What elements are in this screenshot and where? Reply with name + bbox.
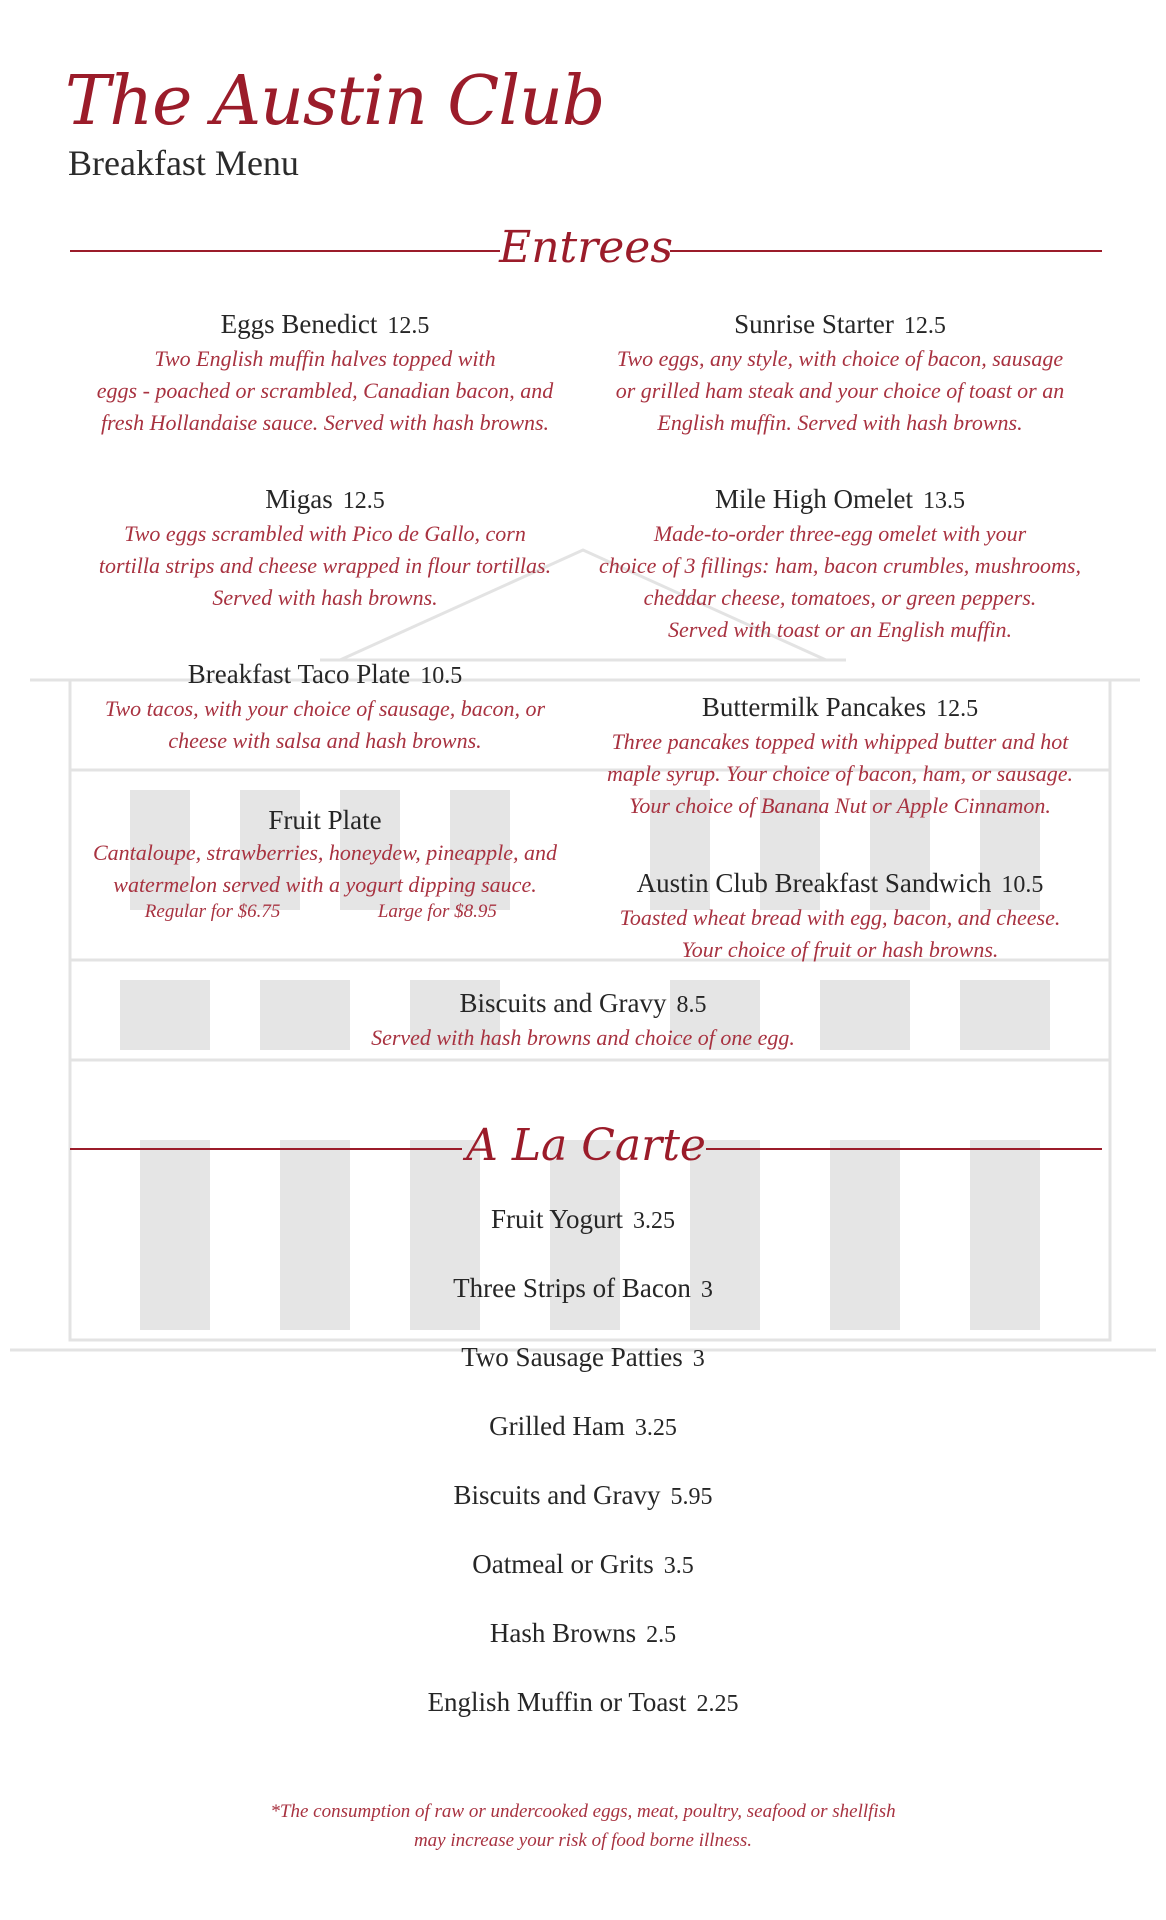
item-description: Two eggs, any style, with choice of bacon, sausage or grilled ham steak and your choice of toast or an English muffin. Served with hash browns. [615, 346, 1065, 435]
item-price: 10.5 [1001, 872, 1044, 898]
alacarte-item [0, 1273, 1166, 1304]
item-name: Buttermilk Pancakes [701, 692, 927, 722]
alacarte-item [0, 1618, 1166, 1649]
entrees-section-header [70, 220, 1102, 280]
item-price: 12.5 [387, 313, 430, 339]
item-name: Biscuits and Gravy [453, 1480, 661, 1510]
alacarte-item [0, 1480, 1166, 1511]
menu-item-sunrise-starter [590, 307, 1090, 439]
item-price: 2.5 [646, 1622, 677, 1648]
item-price: 3.25 [633, 1208, 676, 1234]
item-description: Toasted wheat bread with egg, bacon, and cheese. Your choice of fruit or hash browns. [619, 905, 1061, 962]
item-name: Mile High Omelet [715, 484, 913, 514]
menu-item-eggs-benedict [70, 307, 580, 439]
item-description: Three pancakes topped with whipped butter and hot maple syrup. Your choice of bacon, ham, or sausage. Your choice of Banana Nut or Apple Cinnamon. [606, 729, 1074, 818]
menu-item-biscuits-and-gravy [283, 986, 883, 1054]
alacarte-item [0, 1549, 1166, 1580]
item-price: 12.5 [903, 313, 946, 339]
alacarte-item [0, 1204, 1166, 1235]
item-description: Two eggs scrambled with Pico de Gallo, corn tortilla strips and cheese wrapped in flour tortillas. Served with hash browns. [98, 521, 552, 610]
item-name: Austin Club Breakfast Sandwich [636, 868, 992, 898]
item-price: 3.5 [663, 1553, 694, 1579]
item-price: 12.5 [936, 696, 979, 722]
item-price: 5.95 [670, 1484, 713, 1510]
item-name: Three Strips of Bacon [453, 1273, 691, 1303]
item-price: 13.5 [922, 488, 965, 514]
item-name: Oatmeal or Grits [472, 1549, 654, 1579]
item-name: Biscuits and Gravy [459, 988, 667, 1018]
item-name: Fruit Plate [268, 805, 382, 835]
item-description: Two tacos, with your choice of sausage, bacon, or cheese with salsa and hash browns. [104, 696, 546, 753]
fruit-plate-sizes [70, 901, 580, 923]
alacarte-item [0, 1411, 1166, 1442]
item-price: 3 [700, 1277, 713, 1303]
item-description: Cantaloupe, strawberries, honeydew, pineapple, and watermelon served with a yogurt dipping sauce. [93, 840, 557, 897]
item-name: Hash Browns [489, 1618, 637, 1648]
item-description: Made-to-order three-egg omelet with your choice of 3 fillings: ham, bacon crumbles, mushrooms, cheddar cheese, tomatoes, or green peppers. Served with toast or an English muffin. [599, 521, 1081, 642]
menu-subtitle: Breakfast Menu [68, 143, 299, 183]
size-large: Large for $8.95 [377, 901, 497, 922]
item-name: Fruit Yogurt [490, 1204, 624, 1234]
item-price: 3.25 [634, 1415, 677, 1441]
entrees-heading: Entrees [499, 222, 673, 273]
alacarte-item [0, 1342, 1166, 1373]
item-price: 12.5 [342, 488, 385, 514]
alacarte-heading: A La Carte [466, 1120, 706, 1171]
item-name: Two Sausage Patties [461, 1342, 683, 1372]
item-name: Breakfast Taco Plate [187, 659, 411, 689]
item-description: Two English muffin halves topped with eggs - poached or scrambled, Canadian bacon, and fresh Hollandaise sauce. Served with hash browns. [96, 346, 554, 435]
item-price: 8.5 [676, 992, 707, 1018]
menu-item-migas [70, 482, 580, 614]
food-safety-footnote: *The consumption of raw or undercooked eggs, meat, poultry, seafood or shellfish may increase your risk of food borne illness. [270, 1801, 896, 1851]
item-name: Grilled Ham [489, 1411, 625, 1441]
item-name: Sunrise Starter [734, 309, 894, 339]
item-name: Migas [265, 484, 333, 514]
item-description: Served with hash browns and choice of one egg. [371, 1025, 795, 1050]
alacarte-item [0, 1687, 1166, 1718]
item-price: 3 [692, 1346, 705, 1372]
menu-item-breakfast-taco-plate [70, 657, 580, 757]
alacarte-section-header [70, 1118, 1102, 1178]
item-price: 2.25 [696, 1691, 739, 1717]
size-regular: Regular for $6.75 [144, 901, 281, 922]
menu-item-fruit-plate [70, 803, 580, 923]
item-price: 10.5 [420, 663, 463, 689]
menu-item-mile-high-omelet [590, 482, 1090, 646]
menu-item-buttermilk-pancakes [590, 690, 1090, 822]
item-name: Eggs Benedict [220, 309, 378, 339]
restaurant-title: The Austin Club [65, 62, 605, 141]
menu-item-breakfast-sandwich [590, 866, 1090, 966]
item-name: English Muffin or Toast [427, 1687, 687, 1717]
